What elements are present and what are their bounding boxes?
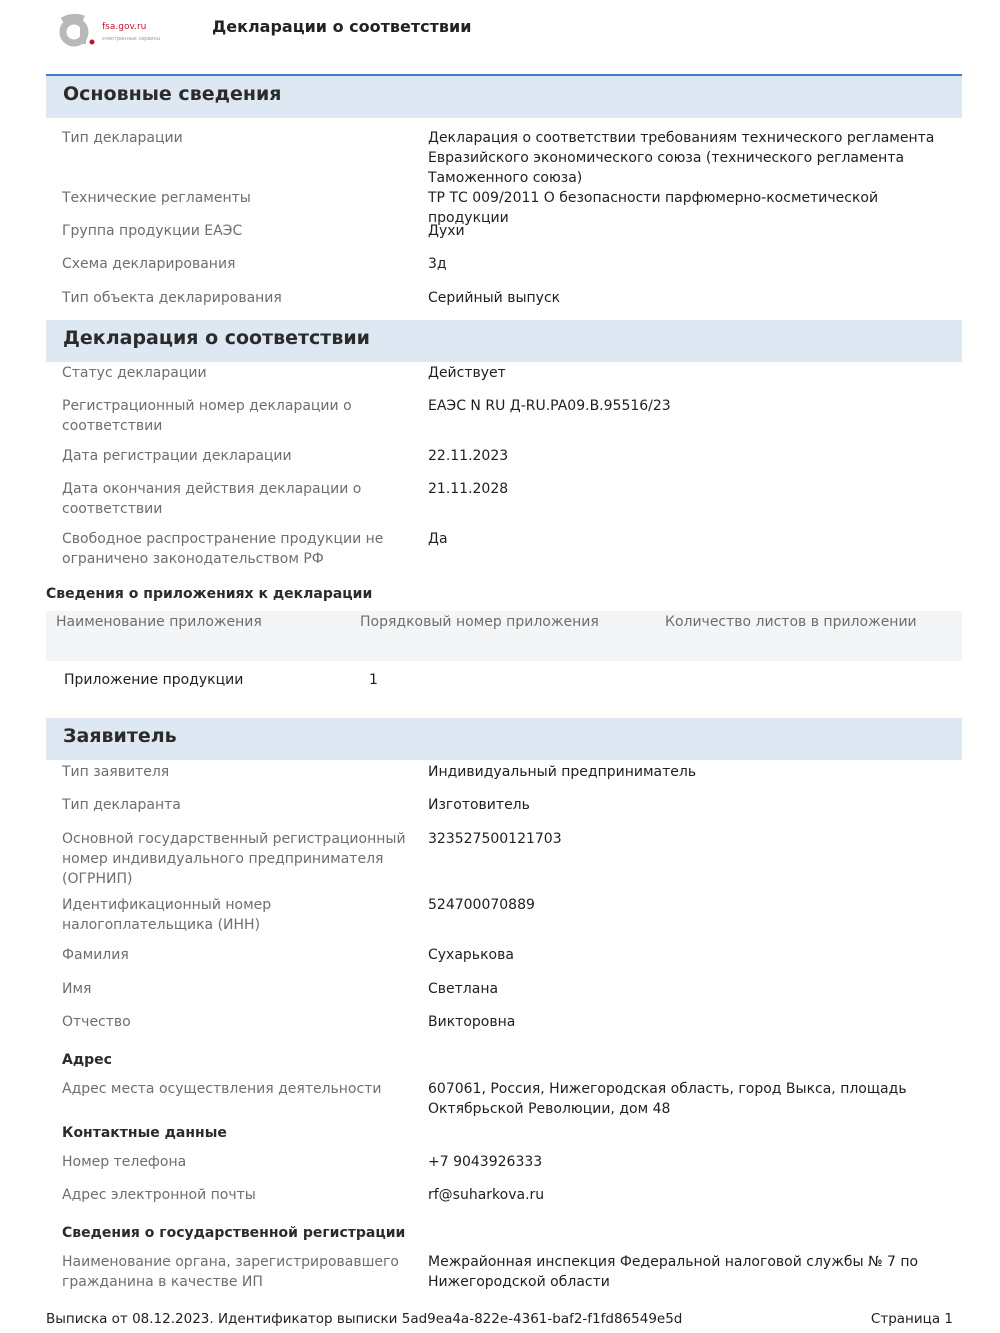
field-label: Имя: [62, 981, 92, 997]
logo-text: fsa.gov.ru: [102, 22, 147, 32]
field-label: Регистрационный номер декларации о соответствии: [62, 398, 352, 434]
field-label: Отчество: [62, 1014, 131, 1030]
page-title: Декларации о соответствии: [212, 17, 472, 36]
table-row: [46, 672, 962, 692]
field-label: Номер телефона: [62, 1154, 187, 1170]
footer-extract-info: Выписка от 08.12.2023. Идентификатор выписки 5ad9ea4a-822e-4361-baf2-f1fd86549e5d: [46, 1311, 683, 1327]
field-label: Адрес электронной почты: [62, 1187, 256, 1203]
field-label: Адрес места осуществления деятельности: [62, 1081, 382, 1097]
fsa-logo[interactable]: [58, 12, 188, 56]
section-title: Декларация о соответствии: [63, 327, 370, 349]
page-header: [0, 0, 1000, 76]
field-value: 607061, Россия, Нижегородская область, город Выкса, площадь Октябрьской Революции, дом 48: [428, 1081, 907, 1117]
attachments-title: Сведения о приложениях к декларации: [46, 586, 373, 602]
field-label: Тип заявителя: [62, 764, 170, 780]
logo-subtitle: электронные сервисы: [102, 36, 161, 42]
field-label: Идентификационный номер налогоплательщика (ИНН): [62, 897, 272, 933]
field-value: Изготовитель: [428, 797, 530, 813]
attachment-name: Приложение продукции: [64, 672, 244, 688]
registration-subheading: Сведения о государственной регистрации: [62, 1225, 406, 1241]
field-value: Межрайонная инспекция Федеральной налоговой службы № 7 по Нижегородской области: [428, 1254, 919, 1290]
field-label: Схема декларирования: [62, 256, 236, 272]
column-header: Порядковый номер приложения: [360, 614, 599, 630]
field-label: Тип декларации: [62, 130, 183, 146]
field-value: 21.11.2028: [428, 481, 509, 497]
field-value: Сухарькова: [428, 947, 514, 963]
contacts-subheading: Контактные данные: [62, 1125, 227, 1141]
section-title: Основные сведения: [63, 83, 282, 105]
field-value: 524700070889: [428, 897, 535, 913]
field-value: ТР ТС 009/2011 О безопасности парфюмерно-косметической продукции: [428, 190, 879, 226]
field-label: Дата регистрации декларации: [62, 448, 292, 464]
field-value: Декларация о соответствии требованиям технического регламента Евразийского экономического союза (технического регламента Таможенного союза): [428, 130, 935, 186]
section-declaration-header: [46, 320, 962, 362]
field-value: Серийный выпуск: [428, 290, 561, 306]
section-title: Заявитель: [63, 725, 177, 747]
field-value: +7 9043926333: [428, 1154, 543, 1170]
field-label: Фамилия: [62, 947, 129, 963]
fsa-logo-icon: [58, 12, 98, 52]
field-label: Технические регламенты: [62, 190, 251, 206]
field-value: Светлана: [428, 981, 499, 997]
field-value: ЕАЭС N RU Д-RU.PA09.B.95516/23: [428, 398, 671, 414]
field-label: Дата окончания действия декларации о соответствии: [62, 481, 362, 517]
field-label: Наименование органа, зарегистрировавшего гражданина в качестве ИП: [62, 1254, 399, 1290]
field-value: Духи: [428, 223, 465, 239]
field-value: 3д: [428, 256, 447, 272]
attachment-number: 1: [369, 672, 378, 688]
field-value: Действует: [428, 365, 506, 381]
field-value: Индивидуальный предприниматель: [428, 764, 697, 780]
page-number: Страница 1: [870, 1311, 953, 1327]
field-value: Викторовна: [428, 1014, 516, 1030]
column-header: Наименование приложения: [56, 614, 262, 630]
field-label: Статус декларации: [62, 365, 207, 381]
attachments-table-header: [46, 611, 962, 661]
address-subheading: Адрес: [62, 1052, 112, 1068]
field-value: 22.11.2023: [428, 448, 509, 464]
column-header: Количество листов в приложении: [665, 614, 917, 630]
field-value: 323527500121703: [428, 831, 562, 847]
section-applicant-header: [46, 718, 962, 760]
section-basic-header: [46, 76, 962, 118]
field-label: Тип декларанта: [62, 797, 181, 813]
field-label: Свободное распространение продукции не ограничено законодательством РФ: [62, 531, 384, 567]
field-label: Группа продукции ЕАЭС: [62, 223, 243, 239]
field-label: Тип объекта декларирования: [62, 290, 282, 306]
email-link[interactable]: rf@suharkova.ru: [428, 1187, 545, 1203]
field-label: Основной государственный регистрационный номер индивидуального предпринимателя (ОГРНИП): [62, 831, 406, 887]
field-value: Да: [428, 531, 448, 547]
